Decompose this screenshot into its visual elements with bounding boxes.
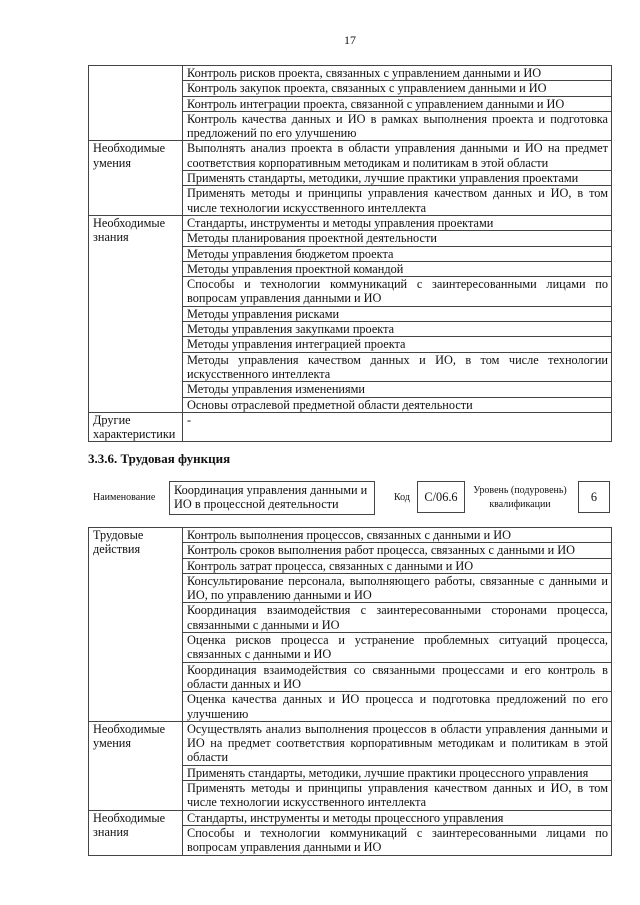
group-item: Методы управления изменениями bbox=[183, 382, 612, 397]
page-number: 17 bbox=[344, 33, 356, 47]
labor-function-table bbox=[88, 527, 612, 856]
group-item: Методы планирования проектной деятельности bbox=[183, 231, 612, 246]
group-label: Другие характеристики bbox=[89, 412, 183, 442]
table-row bbox=[89, 66, 612, 81]
table-row bbox=[89, 721, 612, 765]
group-label: Необходимые умения bbox=[89, 141, 183, 215]
group-item: Методы управления качеством данных и ИО, в том числе технологии искусственного интеллекта bbox=[183, 352, 612, 382]
level-value: 6 bbox=[578, 481, 610, 513]
code-value: C/06.6 bbox=[417, 481, 465, 513]
group-item: Оценка качества данных и ИО процесса и подготовка предложений по его улучшению bbox=[183, 692, 612, 722]
group-item: Оценка рисков процесса и устранение проблемных ситуаций процесса, связанных с данными и ИО bbox=[183, 633, 612, 663]
group-item: Контроль рисков проекта, связанных с управлением данными и ИО bbox=[183, 66, 612, 81]
group-item: Контроль затрат процесса, связанных с данными и ИО bbox=[183, 558, 612, 573]
labor-function-header bbox=[88, 481, 612, 517]
group-item: Применять стандарты, методики, лучшие практики процессного управления bbox=[183, 765, 612, 780]
group-item: Применять методы и принципы управления качеством данных и ИО, в том числе технологии искусственного интеллекта bbox=[183, 186, 612, 216]
name-label: Наименование bbox=[93, 492, 156, 503]
group-label: Трудовые действия bbox=[89, 528, 183, 722]
group-item: Методы управления рисками bbox=[183, 306, 612, 321]
table-row bbox=[89, 528, 612, 543]
group-item: Основы отраслевой предметной области деятельности bbox=[183, 397, 612, 412]
group-item: Методы управления бюджетом проекта bbox=[183, 246, 612, 261]
group-item: Методы управления закупками проекта bbox=[183, 322, 612, 337]
group-item: Выполнять анализ проекта в области управления данными и ИО на предмет соответствия корпоративным методикам и политикам в этой области bbox=[183, 141, 612, 171]
group-item: Контроль качества данных и ИО в рамках выполнения проекта и подготовка предложений по его улучшению bbox=[183, 111, 612, 141]
group-item: Применять стандарты, методики, лучшие практики управления проектами bbox=[183, 171, 612, 186]
table-row bbox=[89, 215, 612, 230]
group-label: Необходимые умения bbox=[89, 721, 183, 810]
group-item: - bbox=[183, 412, 612, 442]
competency-table-previous bbox=[88, 65, 612, 442]
group-item: Методы управления проектной командой bbox=[183, 261, 612, 276]
code-label: Код bbox=[394, 492, 410, 503]
group-item: Применять методы и принципы управления качеством данных и ИО, в том числе технологии искусственного интеллекта bbox=[183, 781, 612, 811]
group-item: Контроль сроков выполнения работ процесса, связанных с данными и ИО bbox=[183, 543, 612, 558]
group-item: Консультирование персонала, выполняющего работы, связанные с данными и ИО, по управлению данными и ИО bbox=[183, 573, 612, 603]
group-label: Необходимые знания bbox=[89, 810, 183, 855]
table-row bbox=[89, 810, 612, 825]
group-item: Стандарты, инструменты и методы процессного управления bbox=[183, 810, 612, 825]
group-item: Способы и технологии коммуникаций с заинтересованными лицами по вопросам управления данными и ИО bbox=[183, 825, 612, 855]
group-item: Координация взаимодействия со связанными процессами и его контроль в области данных и ИО bbox=[183, 662, 612, 692]
group-label bbox=[89, 66, 183, 141]
group-item: Контроль закупок проекта, связанных с управлением данными и ИО bbox=[183, 81, 612, 96]
group-item: Контроль интеграции проекта, связанной с управлением данными и ИО bbox=[183, 96, 612, 111]
level-label: Уровень (подуровень) квалификации bbox=[473, 485, 567, 510]
section-title: 3.3.6. Трудовая функция bbox=[88, 451, 231, 466]
group-label: Необходимые знания bbox=[89, 215, 183, 412]
group-item: Способы и технологии коммуникаций с заинтересованными лицами по вопросам управления данными и ИО bbox=[183, 277, 612, 307]
group-item: Контроль выполнения процессов, связанных с данными и ИО bbox=[183, 528, 612, 543]
table-row bbox=[89, 141, 612, 171]
table-row bbox=[89, 412, 612, 442]
group-item: Осуществлять анализ выполнения процессов в области управления данными и ИО на предмет соответствия корпоративным методикам и политикам в этой области bbox=[183, 721, 612, 765]
group-item: Методы управления интеграцией проекта bbox=[183, 337, 612, 352]
name-value: Координация управления данными и ИО в процессной деятельности bbox=[169, 481, 375, 515]
group-item: Координация взаимодействия с заинтересованными сторонами процесса, связанными с данными и ИО bbox=[183, 603, 612, 633]
group-item: Стандарты, инструменты и методы управления проектами bbox=[183, 215, 612, 230]
